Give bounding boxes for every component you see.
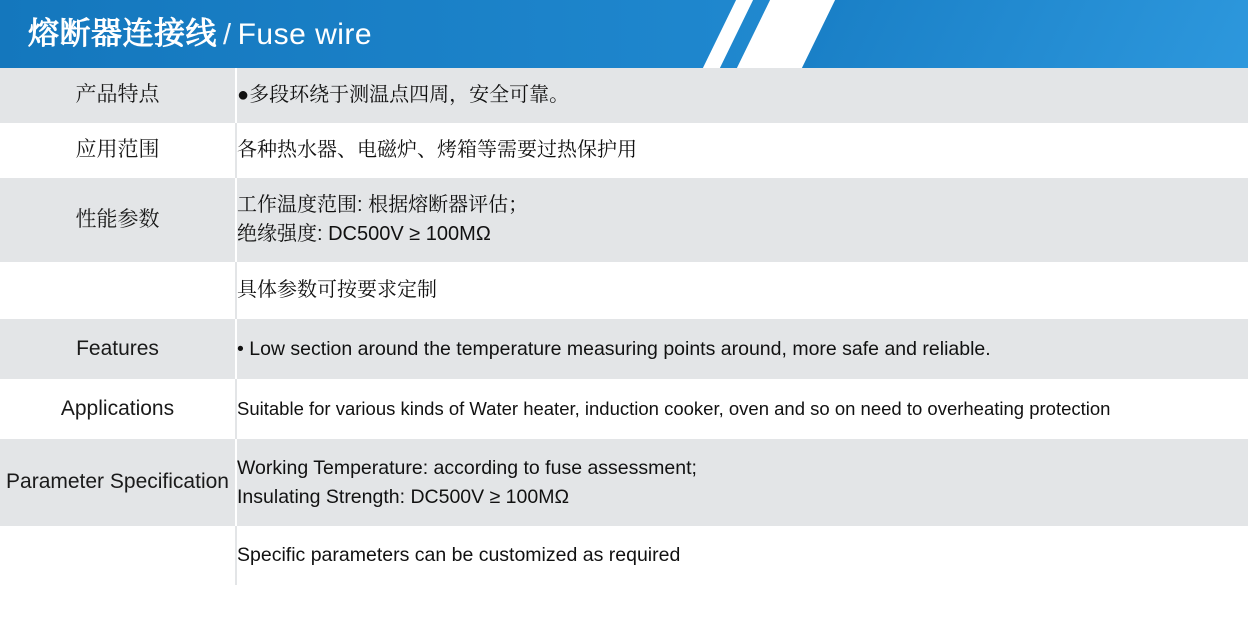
page-title-separator: / [223, 19, 232, 51]
row-label-custom-note-en [0, 526, 236, 585]
page-title-en: Fuse wire [237, 18, 373, 51]
page-title-cn: 熔断器连接线 [28, 16, 217, 51]
row-value-applications-cn [236, 123, 1248, 178]
table-row [0, 439, 1248, 526]
row-label-custom-note-cn [0, 262, 236, 319]
row-value-custom-note-cn [236, 262, 1248, 319]
row-value-line: 绝缘强度: DC500V ≥ 100MΩ [237, 223, 491, 245]
row-label-features-en: Features [0, 319, 236, 379]
header-diagonal-block [736, 0, 1248, 68]
row-value-parameters-cn [236, 178, 1248, 262]
row-value-applications-en [236, 379, 1248, 439]
row-value-line: Suitable for various kinds of Water heater, induction cooker, oven and so on need to overheating protection [237, 397, 1111, 419]
row-label-applications-cn: 应用范围 [0, 123, 236, 178]
table-row [0, 379, 1248, 439]
row-value-product-features-cn [236, 68, 1248, 123]
row-value-line: Insulating Strength: DC500V ≥ 100MΩ [237, 485, 570, 508]
row-value-line: Specific parameters can be customized as required [237, 544, 681, 567]
row-value-features-en [236, 319, 1248, 379]
row-label-applications-en: Applications [0, 379, 236, 439]
row-label-line: Parameter [6, 470, 105, 494]
row-label-parameter-specification-en [0, 439, 236, 526]
table-row [0, 526, 1248, 585]
row-value-line: • Low section around the temperature measuring points around, more safe and reliable. [237, 337, 991, 360]
row-value-line: 工作温度范围: 根据熔断器评估； [237, 194, 529, 216]
page-title [28, 18, 372, 50]
row-value-line: 具体参数可按要求定制 [237, 279, 437, 301]
specification-table [0, 68, 1248, 585]
row-label-line: Specification [109, 470, 229, 494]
row-value-parameter-specification-en [236, 439, 1248, 526]
table-row [0, 123, 1248, 178]
table-row [0, 262, 1248, 319]
header-diagonal-block-fill [786, 0, 1248, 68]
row-value-line: ●多段环绕于测温点四周，安全可靠。 [237, 84, 570, 106]
row-value-custom-note-en [236, 526, 1248, 585]
row-value-line: 各种热水器、电磁炉、烤箱等需要过热保护用 [237, 139, 637, 161]
row-label-product-features-cn: 产品特点 [0, 68, 236, 123]
table-row [0, 68, 1248, 123]
table-row [0, 319, 1248, 379]
row-label-parameters-cn: 性能参数 [0, 178, 236, 262]
page-header [0, 0, 1248, 68]
row-value-line: Working Temperature: according to fuse assessment; [237, 457, 697, 480]
table-row [0, 178, 1248, 262]
